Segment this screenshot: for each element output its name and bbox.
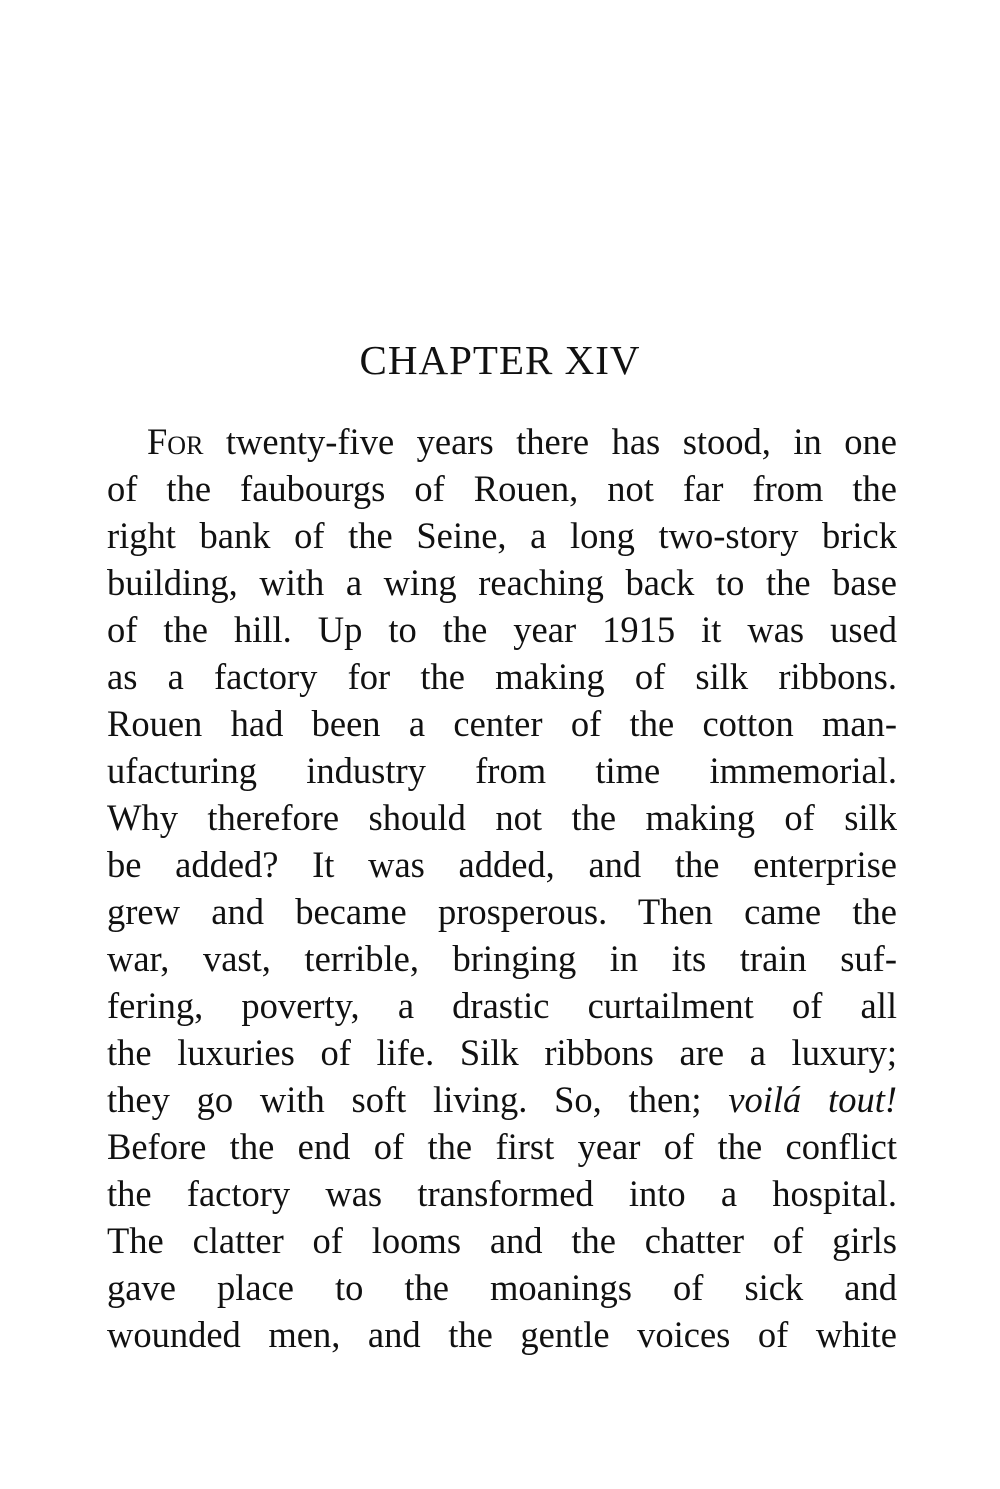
text-line: building, with a wing reaching back to the base [107, 562, 897, 603]
text-line: grew and became prosperous. Then came the [107, 891, 897, 932]
text-line: be added? It was added, and the enterprise [107, 844, 897, 885]
text-line: as a factory for the making of silk ribbons. [107, 656, 897, 697]
text-line: Rouen had been a center of the cotton man- [107, 703, 897, 744]
text-line: Why therefore should not the making of silk [107, 797, 897, 838]
body-text [107, 418, 897, 1358]
text-line: of the faubourgs of Rouen, not far from the [107, 468, 897, 509]
text-line: The clatter of looms and the chatter of girls [107, 1220, 897, 1261]
text-line: the luxuries of life. Silk ribbons are a luxury; [107, 1032, 897, 1073]
opening-word: For [147, 421, 204, 462]
text-line: right bank of the Seine, a long two-story brick [107, 515, 897, 556]
chapter-heading: CHAPTER XIV [359, 337, 641, 383]
text-line: ufacturing industry from time immemorial. [107, 750, 897, 791]
text-line: For twenty-five years there has stood, in one [147, 421, 897, 462]
text-line: fering, poverty, a drastic curtailment of all [107, 985, 897, 1026]
text-line: gave place to the moanings of sick and [107, 1267, 897, 1308]
text-line: they go with soft living. So, then; voilá tout! [107, 1079, 897, 1120]
text-line: the factory was transformed into a hospital. [107, 1173, 897, 1214]
text-line: Before the end of the first year of the conflict [107, 1126, 897, 1167]
text-line: war, vast, terrible, bringing in its train suf- [107, 938, 897, 979]
text-line: of the hill. Up to the year 1915 it was used [107, 609, 897, 650]
text-line: wounded men, and the gentle voices of white [107, 1314, 897, 1355]
italic-phrase: voilá tout! [728, 1079, 897, 1120]
